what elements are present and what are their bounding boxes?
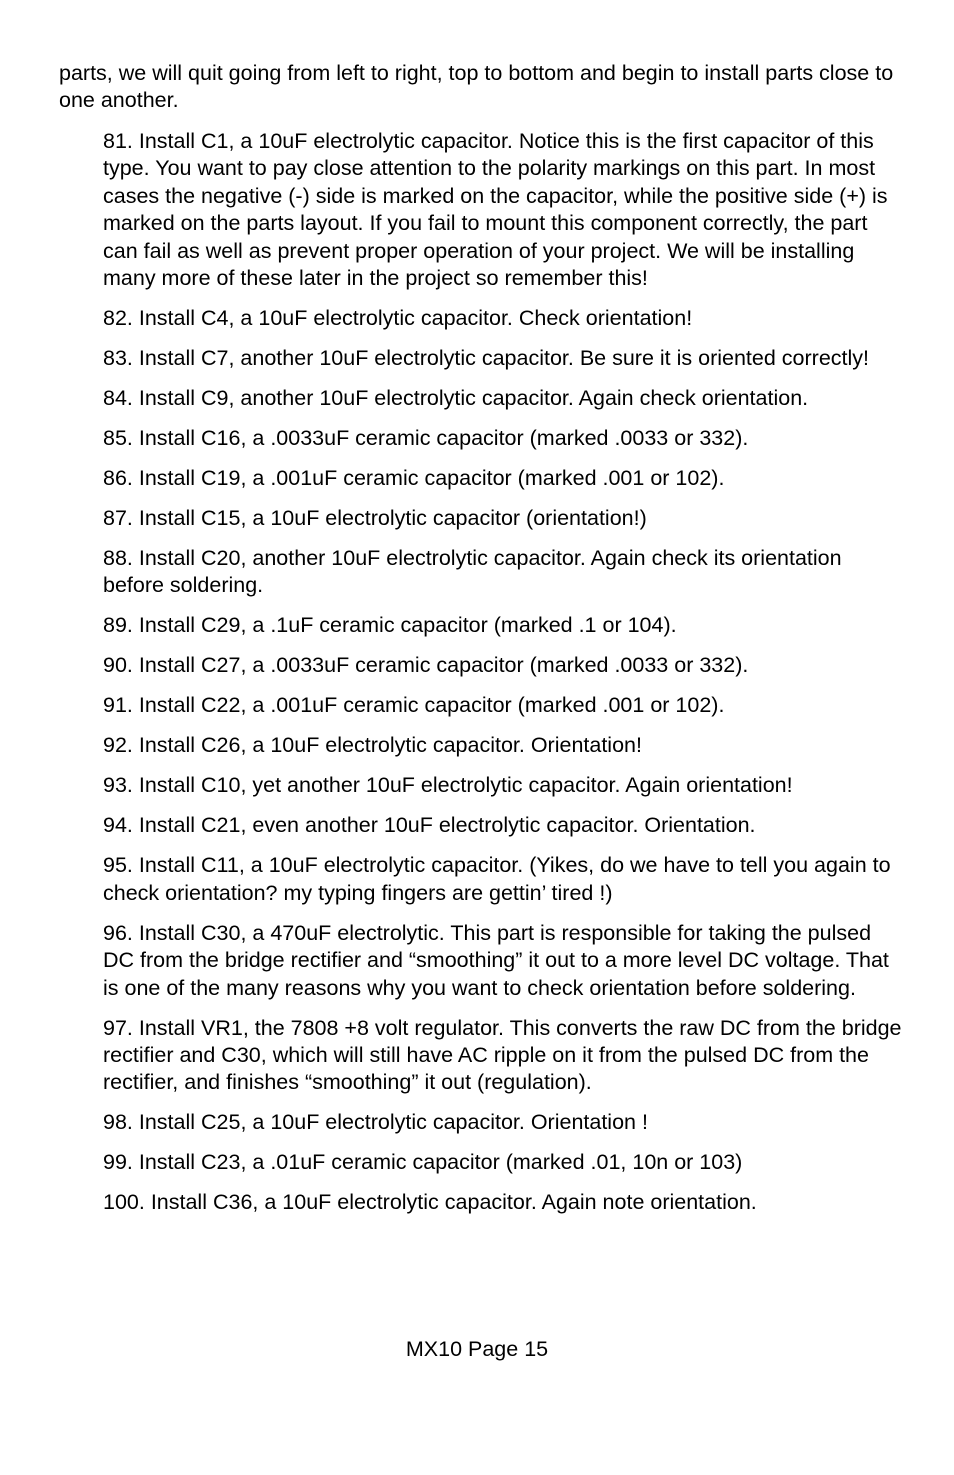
page-footer: MX10 Page 15 [405, 1337, 549, 1361]
intro-paragraph: parts, we will quit going from left to right, top to bottom and begin to install parts close to one another. [59, 61, 894, 112]
step-96: 96. Install C30, a 470uF electrolytic. This part is responsible for taking the pulsed DC from the bridge rectifier and “smoothing” it out to a more level DC voltage. That is one of the many reasons why you want to check orientation before soldering. [103, 920, 889, 1000]
step-81: 81. Install C1, a 10uF electrolytic capacitor. Notice this is the first capacitor of this type. You want to pay close attention to the polarity markings on this part. In most cases the negative (-) side is marked on the capacitor, while the positive side (+) is marked on the parts layout. If you fail to mount this component correctly, the part can fail as well as prevent proper operation of your project. We will be installing many more of these later in the project so remember this! [103, 129, 888, 291]
step-90: 90. Install C27, a .0033uF ceramic capacitor (marked .0033 or 332). [103, 653, 749, 678]
step-87: 87. Install C15, a 10uF electrolytic capacitor (orientation!) [103, 506, 647, 531]
step-93: 93. Install C10, yet another 10uF electrolytic capacitor. Again orientation! [103, 773, 793, 798]
step-85: 85. Install C16, a .0033uF ceramic capacitor (marked .0033 or 332). [103, 426, 749, 451]
instruction-steps-list [103, 128, 903, 1229]
step-89: 89. Install C29, a .1uF ceramic capacitor (marked .1 or 104). [103, 613, 677, 638]
step-95: 95. Install C11, a 10uF electrolytic capacitor. (Yikes, do we have to tell you again to check orientation? my typing fingers are gettin’ tired !) [103, 853, 891, 905]
step-94: 94. Install C21, even another 10uF electrolytic capacitor. Orientation. [103, 813, 756, 838]
step-88: 88. Install C20, another 10uF electrolytic capacitor. Again check its orientation before soldering. [103, 546, 842, 598]
step-84: 84. Install C9, another 10uF electrolytic capacitor. Again check orientation. [103, 386, 809, 411]
step-97: 97. Install VR1, the 7808 +8 volt regulator. This converts the raw DC from the bridge rectifier and C30, which will still have AC ripple on it from the pulsed DC from the rectifier, and finishes “smoothing” it out (regulation). [103, 1015, 902, 1095]
step-91: 91. Install C22, a .001uF ceramic capacitor (marked .001 or 102). [103, 693, 725, 718]
step-98: 98. Install C25, a 10uF electrolytic capacitor. Orientation ! [103, 1110, 648, 1135]
step-86: 86. Install C19, a .001uF ceramic capacitor (marked .001 or 102). [103, 466, 725, 491]
step-82: 82. Install C4, a 10uF electrolytic capacitor. Check orientation! [103, 306, 693, 331]
step-100: 100. Install C36, a 10uF electrolytic capacitor. Again note orientation. [103, 1190, 757, 1215]
step-83: 83. Install C7, another 10uF electrolytic capacitor. Be sure it is oriented correctly! [103, 346, 870, 371]
step-92: 92. Install C26, a 10uF electrolytic capacitor. Orientation! [103, 733, 642, 758]
step-99: 99. Install C23, a .01uF ceramic capacitor (marked .01, 10n or 103) [103, 1150, 743, 1175]
